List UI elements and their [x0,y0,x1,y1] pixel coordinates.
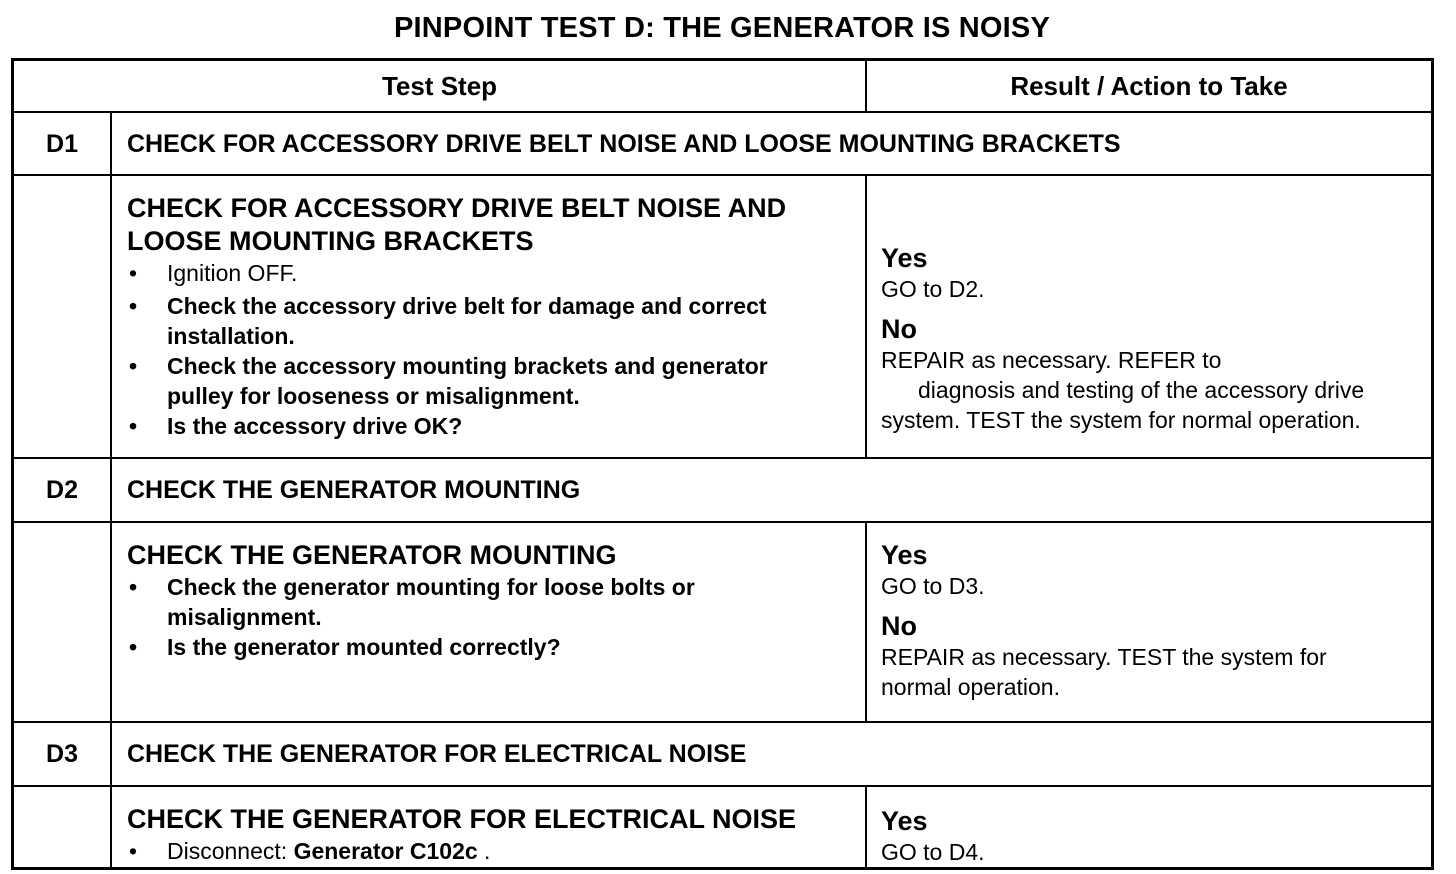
detail-title: CHECK FOR ACCESSORY DRIVE BELT NOISE AND LOOSE MOUNTING BRACKETS [127,193,787,256]
pinpoint-test-table [11,58,1434,870]
step-title: CHECK THE GENERATOR MOUNTING [127,476,581,504]
no-label: No [881,314,917,344]
step-title-row [14,723,1431,787]
step-detail [112,787,867,870]
page-title: PINPOINT TEST D: THE GENERATOR IS NOISY [393,12,1051,44]
step-title: CHECK FOR ACCESSORY DRIVE BELT NOISE AND LOOSE MOUNTING BRACKETS [127,130,1121,158]
bullet-item: • Check the accessory drive belt for damage and correct installation. [127,291,832,351]
header-result-action: Result / Action to Take [1010,71,1288,101]
detail-title: CHECK THE GENERATOR FOR ELECTRICAL NOISE [127,804,797,834]
no-label: No [881,611,917,641]
bullet-item: • Is the generator mounted correctly? [127,632,849,662]
step-result [867,176,1431,457]
step-id: D1 [14,113,112,174]
step-title-row [14,113,1431,176]
yes-label: Yes [881,540,928,570]
step-bullet-list [127,258,849,441]
bullet-item: • Disconnect: Generator C102c . [127,836,849,866]
yes-label: Yes [881,243,928,273]
step-id-blank [14,787,112,870]
table-header-row [14,61,1431,113]
step-result [867,787,1431,870]
header-test-step: Test Step [14,61,867,111]
step-detail-row [14,176,1431,459]
bullet-item: • Is the accessory drive OK? [127,411,849,441]
step-detail [112,523,867,721]
bullet-item: • Check the accessory mounting brackets and generator pulley for looseness or misalignment. [127,351,832,411]
no-action: REPAIR as necessary. REFER to diagnosis and testing of the accessory drive system. TEST the system for normal operation. [881,347,1365,433]
no-action: REPAIR as necessary. TEST the system for normal operation. [881,644,1327,700]
step-id-blank [14,523,112,721]
step-result [867,523,1431,721]
step-title: CHECK THE GENERATOR FOR ELECTRICAL NOISE [127,740,747,768]
yes-label: Yes [881,806,928,836]
connector-name: Generator C102c [293,838,478,864]
step-detail-row [14,523,1431,723]
step-detail-row [14,787,1431,870]
step-title-row [14,459,1431,523]
step-id: D2 [14,459,112,521]
yes-action: GO to D3. [881,573,985,599]
yes-action: GO to D2. [881,276,985,302]
bullet-item: • Check the generator mounting for loose bolts or misalignment. [127,572,777,632]
yes-action: GO to D4. [881,839,985,865]
step-detail [112,176,867,457]
step-bullet-list [127,836,849,866]
detail-title: CHECK THE GENERATOR MOUNTING [127,540,617,570]
step-id: D3 [14,723,112,785]
step-bullet-list [127,572,849,662]
step-id-blank [14,176,112,457]
bullet-item: • Ignition OFF. [127,258,849,288]
